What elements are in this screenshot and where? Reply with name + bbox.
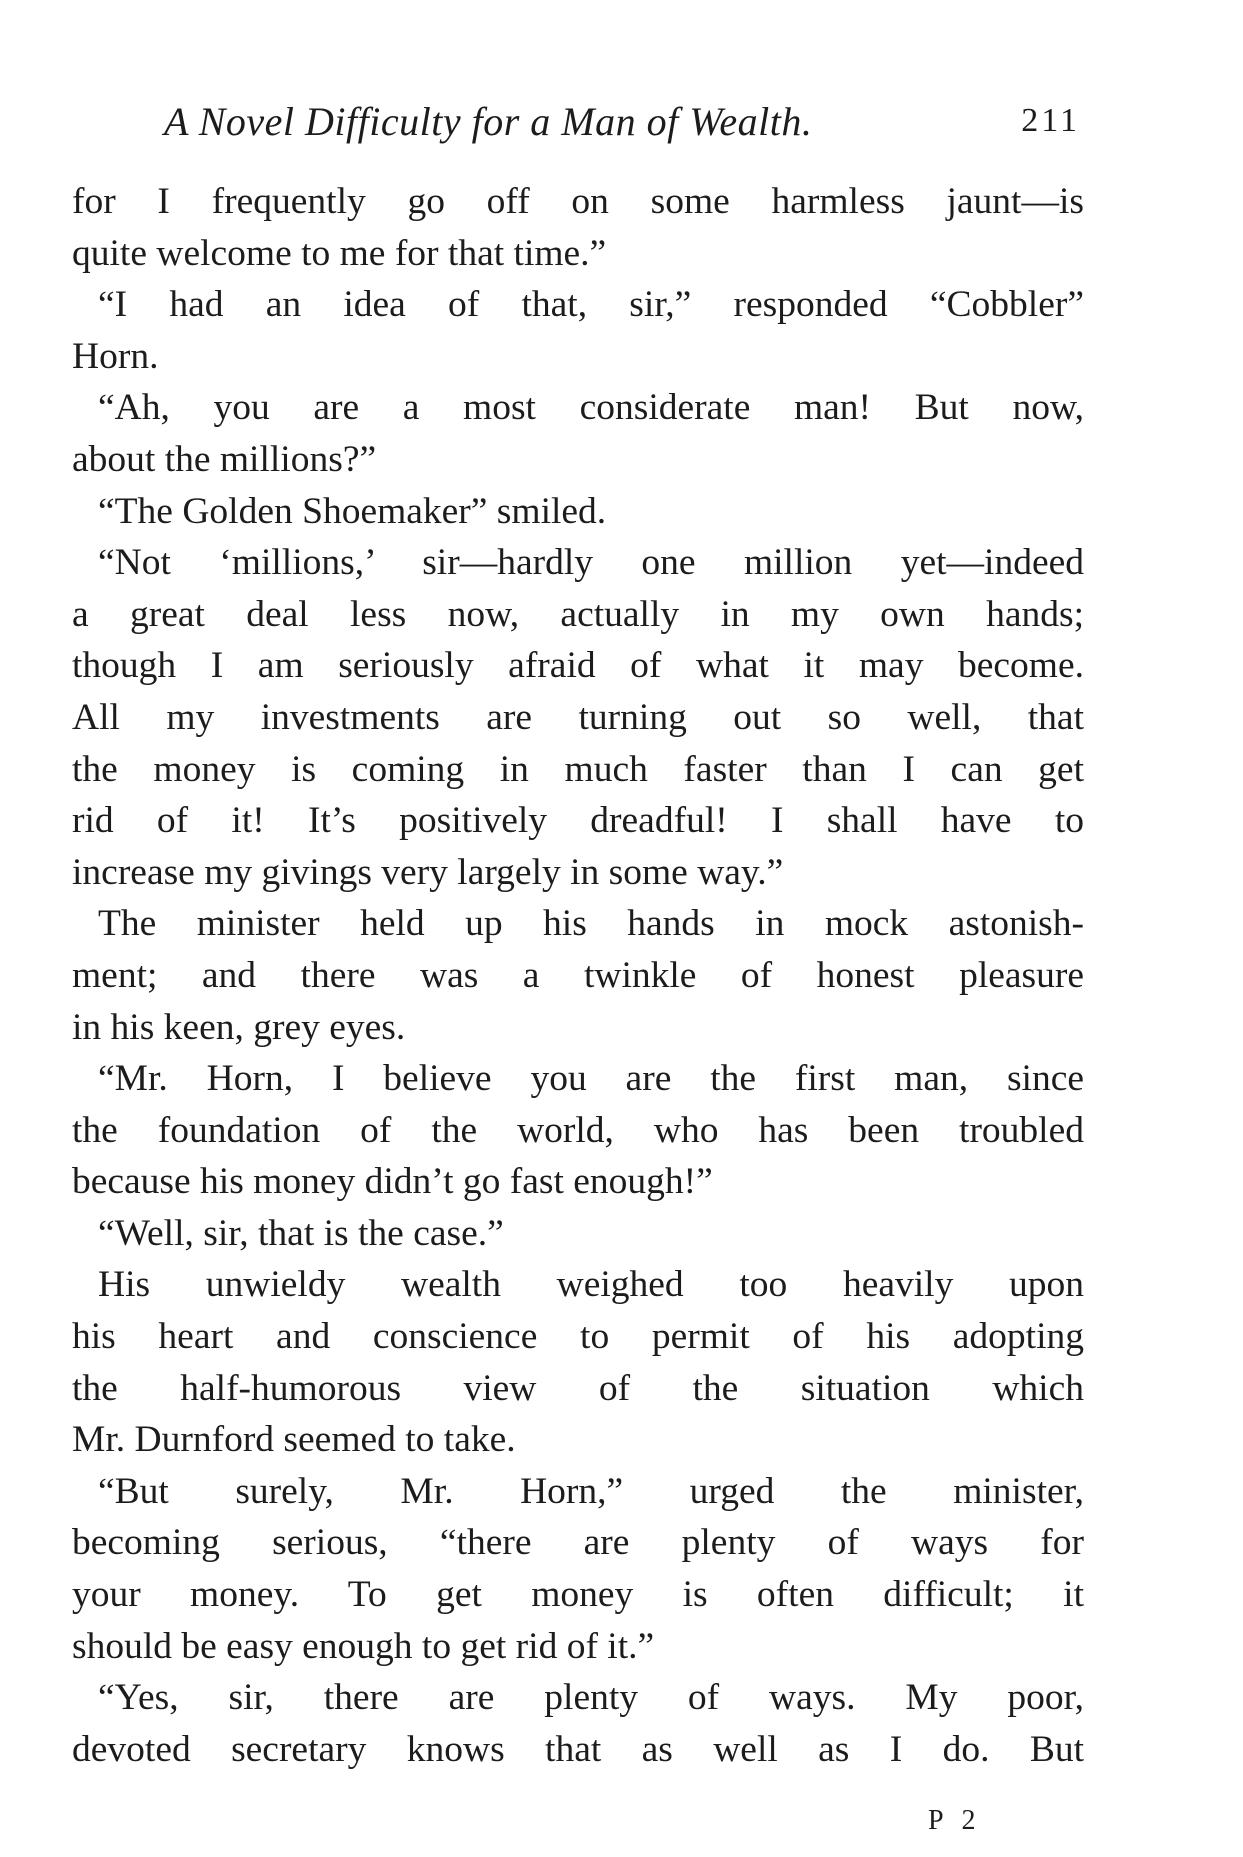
signature-mark: P 2 bbox=[928, 1805, 982, 1836]
text-line: a great deal less now, actually in my own hands; bbox=[72, 593, 1084, 635]
text-line: “I had an idea of that, sir,” responded “Cobbler” bbox=[98, 284, 1084, 326]
text-line: rid of it! It’s positively dreadful! I shall have to bbox=[72, 800, 1084, 842]
text-line: should be easy enough to get rid of it.” bbox=[72, 1625, 655, 1667]
text-line: ment; and there was a twinkle of honest pleasure bbox=[72, 954, 1084, 996]
text-line: All my investments are turning out so well, that bbox=[72, 696, 1084, 738]
text-line: the money is coming in much faster than I can get bbox=[72, 748, 1084, 790]
text-line: Horn. bbox=[72, 335, 159, 377]
body-text bbox=[72, 176, 1084, 1775]
text-line: “Well, sir, that is the case.” bbox=[98, 1212, 504, 1254]
text-line: becoming serious, “there are plenty of ways for bbox=[72, 1522, 1084, 1564]
text-line: devoted secretary knows that as well as I do. But bbox=[72, 1728, 1084, 1770]
running-title: A Novel Difficulty for a Man of Wealth. bbox=[164, 99, 813, 144]
text-line: “Yes, sir, there are plenty of ways. My poor, bbox=[98, 1677, 1084, 1719]
text-line: His unwieldy wealth weighed too heavily upon bbox=[98, 1264, 1084, 1306]
page-header bbox=[140, 98, 1080, 158]
text-line: in his keen, grey eyes. bbox=[72, 1006, 406, 1048]
text-line: for I frequently go off on some harmless jaunt—is bbox=[72, 181, 1084, 222]
page-number: 211 bbox=[1021, 102, 1080, 139]
text-line: “Mr. Horn, I believe you are the first man, since bbox=[98, 1058, 1084, 1100]
text-line: the half-humorous view of the situation which bbox=[72, 1367, 1084, 1409]
text-line: quite welcome to me for that time.” bbox=[72, 232, 607, 274]
text-line: about the millions?” bbox=[72, 438, 377, 480]
text-line: his heart and conscience to permit of his adopting bbox=[72, 1316, 1084, 1358]
text-line: “But surely, Mr. Horn,” urged the minister, bbox=[98, 1470, 1084, 1512]
text-line: “Not ‘millions,’ sir—hardly one million yet—indeed bbox=[98, 542, 1084, 584]
text-line: “Ah, you are a most considerate man! But now, bbox=[98, 387, 1084, 429]
text-line: because his money didn’t go fast enough!” bbox=[72, 1161, 713, 1203]
text-line: your money. To get money is often difficult; it bbox=[72, 1574, 1084, 1616]
text-line: the foundation of the world, who has been troubled bbox=[72, 1109, 1084, 1151]
text-line: The minister held up his hands in mock astonish- bbox=[98, 903, 1084, 945]
text-line: increase my givings very largely in some way.” bbox=[72, 851, 784, 893]
text-line: though I am seriously afraid of what it may become. bbox=[72, 645, 1084, 687]
text-line: Mr. Durnford seemed to take. bbox=[72, 1419, 516, 1461]
text-line: “The Golden Shoemaker” smiled. bbox=[98, 490, 607, 532]
